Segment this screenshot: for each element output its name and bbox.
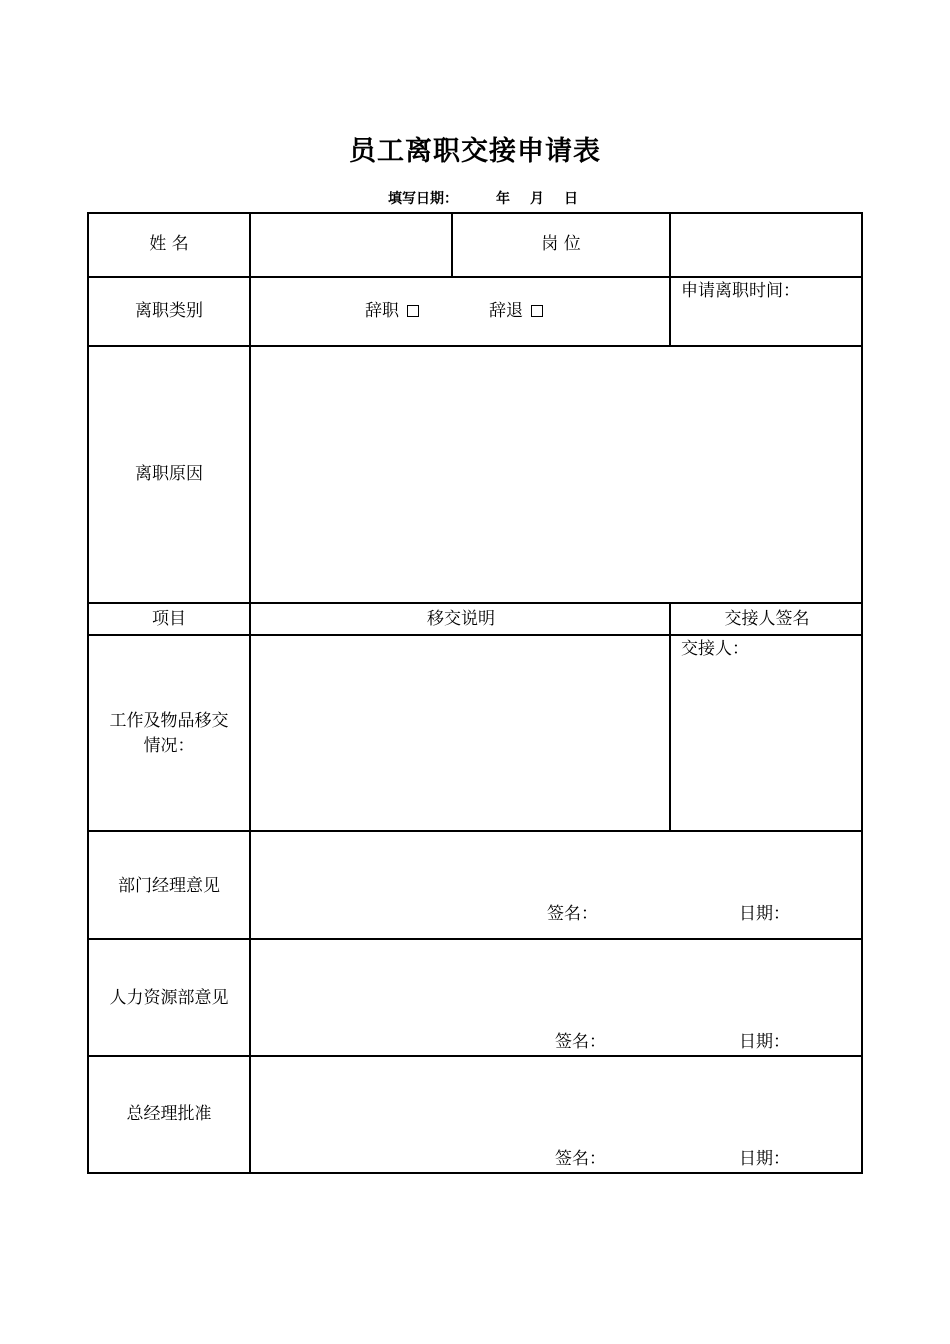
handover-person-label: 交接人： bbox=[681, 639, 749, 659]
apply-time-label: 申请离职时间： bbox=[681, 281, 800, 301]
row-divider bbox=[87, 634, 863, 636]
fill-date-year: 年 bbox=[496, 191, 510, 207]
fill-date-month: 月 bbox=[530, 191, 544, 207]
work-handover-label-line1: 工作及物品移交 bbox=[109, 711, 229, 731]
column-divider bbox=[669, 212, 671, 347]
fill-date-label: 填写日期： bbox=[388, 191, 458, 207]
handover-desc-field[interactable] bbox=[253, 638, 667, 830]
resign-option[interactable] bbox=[365, 299, 419, 323]
label-column-divider bbox=[249, 212, 251, 1174]
handover-signer-header: 交接人签名 bbox=[724, 609, 810, 629]
category-label: 离职类别 bbox=[135, 301, 203, 321]
form-border-right bbox=[861, 212, 863, 1174]
name-label: 姓 名 bbox=[149, 234, 189, 254]
gm-label: 总经理批准 bbox=[126, 1104, 212, 1124]
gm-date-label: 日期： bbox=[739, 1149, 790, 1169]
page-title: 员工离职交接申请表 bbox=[349, 136, 601, 167]
hr-label: 人力资源部意见 bbox=[109, 988, 229, 1008]
form-border-bottom bbox=[87, 1172, 863, 1174]
row-divider bbox=[87, 830, 863, 832]
handover-desc-header: 移交说明 bbox=[427, 609, 495, 629]
reason-field[interactable] bbox=[253, 348, 859, 602]
dept-manager-date-label: 日期： bbox=[739, 904, 790, 924]
gm-sign-label: 签名： bbox=[555, 1149, 606, 1169]
form-border-left bbox=[87, 212, 89, 1174]
position-label: 岗 位 bbox=[541, 234, 581, 254]
work-handover-label-line2: 情况： bbox=[143, 736, 195, 756]
dept-manager-sign-label: 签名： bbox=[547, 904, 598, 924]
fill-date-day: 日 bbox=[564, 191, 578, 207]
item-header: 项目 bbox=[152, 609, 186, 629]
reason-label: 离职原因 bbox=[135, 464, 203, 484]
hr-date-label: 日期： bbox=[739, 1032, 790, 1052]
row-divider bbox=[87, 345, 863, 347]
dismiss-option-label: 辞退 bbox=[489, 301, 523, 321]
resign-option-label: 辞职 bbox=[365, 301, 399, 321]
hr-sign-label: 签名： bbox=[555, 1032, 606, 1052]
position-field[interactable] bbox=[673, 214, 859, 276]
row-divider bbox=[87, 1055, 863, 1057]
column-divider bbox=[669, 602, 671, 832]
row-divider bbox=[87, 602, 863, 604]
row-divider bbox=[87, 276, 863, 278]
resign-checkbox[interactable] bbox=[407, 305, 419, 317]
resignation-form bbox=[87, 212, 863, 1175]
dismiss-option[interactable] bbox=[489, 299, 543, 323]
dismiss-checkbox[interactable] bbox=[531, 305, 543, 317]
dept-manager-label: 部门经理意见 bbox=[118, 876, 220, 896]
row-divider bbox=[87, 938, 863, 940]
name-field[interactable] bbox=[253, 214, 449, 276]
